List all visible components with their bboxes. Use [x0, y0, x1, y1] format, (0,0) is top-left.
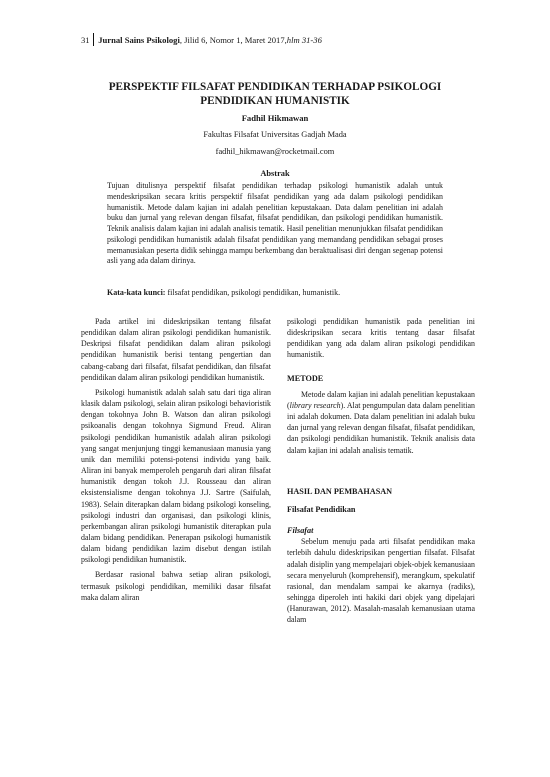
article-title [60, 80, 490, 108]
author-email[interactable]: fadhil_hikmawan@rocketmail.com [215, 147, 335, 156]
author-name: Fadhil Hikmawan [241, 113, 309, 123]
subsection-heading-filsafat-pendidikan: Filsafat Pendidikan [287, 504, 356, 514]
keywords-text: filsafat pendidikan, psikologi pendidikan, humanistik. [165, 288, 341, 297]
section-heading-hasil: HASIL DAN PEMBAHASAN [287, 486, 393, 496]
section-heading-metode: METODE [287, 373, 324, 383]
author-affiliation: Fakultas Filsafat Universitas Gadjah Mada [203, 130, 347, 139]
page-number: 31 [81, 34, 90, 45]
running-header [81, 33, 322, 46]
title-line-1: PERSPEKTIF FILSAFAT PENDIDIKAN TERHADAP PSIKOLOGI [108, 81, 442, 93]
title-line-2: PENDIDIKAN HUMANISTIK [200, 95, 350, 107]
left-column [81, 316, 271, 603]
abstract-heading: Abstrak [260, 169, 290, 178]
metode-text-italic: library research [289, 400, 341, 410]
journal-issue: , Jilid 6, Nomor 1, Maret 2017, [179, 34, 287, 45]
subsubsection-heading-filsafat: Filsafat [287, 526, 314, 536]
intro-paragraph-1: Pada artikel ini dideskripsikan tentang filsafat pendidikan dalam aliran psikologi pendidikan humanistik. Deskripsi filsafat pendidikan dalam aliran psikologi pendidikan humanistik berisi tentang pengertian dan cabang-cabang dari filsafat, filsafat pendidikan, dan filsafat pendidikan dalam aliran psikologi pendidikan humanistik. [81, 317, 271, 382]
abstract-text: Tujuan ditulisnya perspektif filsafat pendidikan terhadap psikologi humanistik adalah untuk mendeskripsikan secara kritis perspektif filsafat pendidikan yang ada dalam psikologi pendidikan humanistik. Metode dalam kajian ini adalah penelitian kepustakaan. Data dalam penelitian ini adalah buku dan jurnal yang relevan dengan filsafat, filsafat pendidikan, dan psikologi pendidikan humanistik. Teknik analisis dalam kajian ini adalah analisis tematik. Hasil penelitian menunjukkan filsafat pendidikan psikologi pendidikan humanistik adalah filsafat pendidikan yang memandang pendidikan sebagai proses memanusiakan peserta didik sehingga mampu berkembang dan beraktualisasi diri dengan segenap potensi asli yang ada dalam dirinya. [107, 181, 443, 266]
journal-pages: hlm 31-36 [286, 34, 322, 45]
filsafat-paragraph: Sebelum menuju pada arti filsafat pendidikan maka terlebih dahulu dideskripsikan pengertian filsafat. Filsafat adalah disiplin yang mempelajari objek-objek kemanusiaan secara menyeluruh (komprehensif), merangkum, spekulatif rasional, dan mendalam sampai ke akarnya (radiks), sehingga diperoleh inti hakiki dari objek yang dipelajari (Hanurawan, 2012). Masalah-masalah kemanusiaan utama dalam [287, 537, 475, 625]
metode-text-b: ). Alat pengumpulan data dalam penelitian ini adalah dokumen. Data dalam penelitian ini adalah buku dan jurnal yang relevan dengan filsafat, filsafat pendidikan, dan psikologi pendidikan humanistik. Teknik analisis data dalam kajian ini adalah analisis tematik. [287, 400, 475, 455]
keywords-label: Kata-kata kunci: [107, 288, 166, 297]
right-column [287, 316, 475, 625]
intro-paragraph-3: Berdasar rasional bahwa setiap aliran psikologi, termasuk psikologi pendidikan, memiliki dasar filsafat maka dalam aliran [81, 570, 271, 602]
metode-text-a: Metode dalam kajian ini adalah penelitian kepustakaan ( [287, 389, 475, 410]
header-divider [93, 33, 95, 46]
intro-paragraph-continued: psikologi pendidikan humanistik pada penelitian ini dideskripsikan secara kritis tentang dasar filsafat pendidikan yang ada dalam aliran psikologi pendidikan humanistik. [287, 317, 475, 360]
journal-name: Jurnal Sains Psikologi [98, 34, 180, 45]
keywords [107, 288, 447, 299]
metode-paragraph [287, 389, 475, 456]
intro-paragraph-2: Psikologi humanistik adalah salah satu dari tiga aliran klasik dalam psikologi, selain aliran psikologi behavioristik dengan tokohnya John B. Watson dan aliran psikologi psikoanalis dengan tokohnya Sigmund Freud. Aliran psikologi pendidikan humanistik adalah aliran psikologi yang sangat menjunjung tinggi kemanusiaan manusia yang unik dan memiliki potensi-potensi individu yang baik. Aliran ini banyak memperoleh pengaruh dari aliran filsafat humanistik dengan tokoh J.J. Rousseau dan aliran eksistensialisme dengan tokohnya J.J. Sartre (Saifulah, 1983). Selain diterapkan dalam bidang psikologi konseling, psikologi industri dan organisasi, dan psikologi klinis, perkembangan aliran psikologi humanistik diterapkan pula dalam bidang pendidikan. Penerapan psikologi humanistik dalam bidang pendidikan lazim disebut dengan istilah psikologi pendidikan humanistik. [81, 387, 271, 565]
